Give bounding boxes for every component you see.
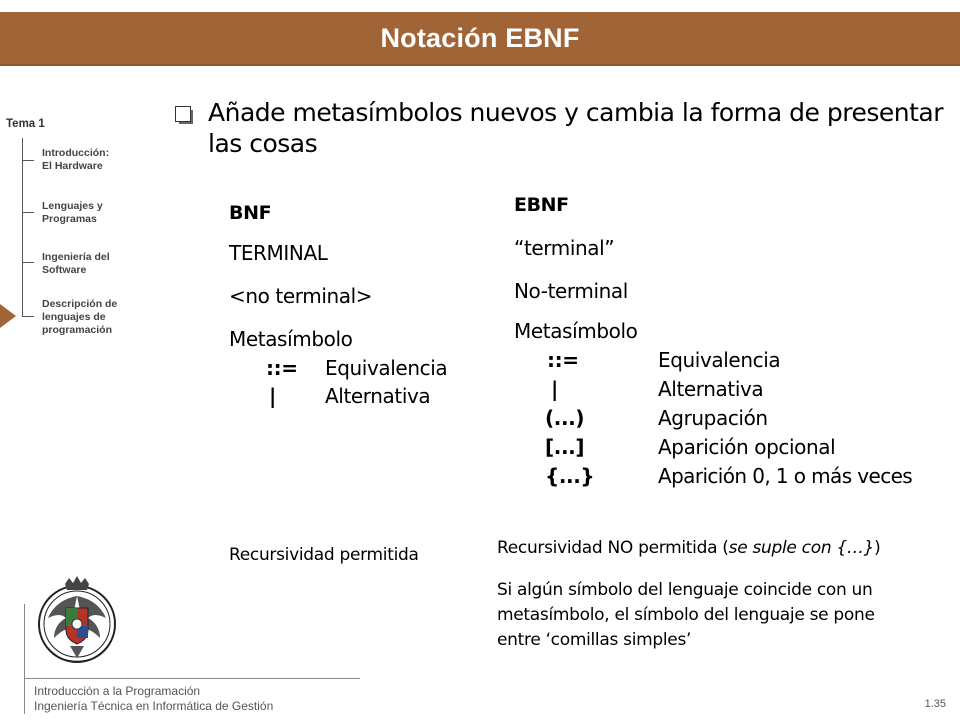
footer-vertical-line	[24, 604, 25, 714]
ebnf-symbol: {...}	[545, 464, 595, 488]
sidebar-item-line: Ingeniería del	[42, 251, 110, 263]
footer-horizontal-line	[24, 678, 360, 679]
main-heading	[208, 97, 948, 159]
main-heading-line: Añade metasímbolos nuevos y cambia la forma de presentar	[208, 98, 943, 127]
ebnf-nonterminal: No-terminal	[514, 279, 628, 303]
sidebar-item-line: lenguajes de	[42, 311, 106, 323]
sidebar-item-line: programación	[42, 324, 113, 336]
ebnf-terminal: “terminal”	[514, 236, 615, 260]
sidebar-item-descripcion[interactable]	[42, 298, 134, 337]
ebnf-symbol-meaning: Alternativa	[658, 377, 764, 401]
sidebar-tick	[22, 262, 34, 263]
bnf-symbol: |	[269, 384, 276, 408]
university-crest-icon	[36, 574, 118, 672]
ebnf-title: EBNF	[514, 194, 569, 216]
sidebar-item-line: El Hardware	[42, 160, 103, 172]
sidebar-item-ingenieria[interactable]	[42, 251, 134, 277]
ebnf-symbol: (...)	[545, 406, 585, 430]
checkbox-bullet-icon	[175, 106, 191, 122]
ebnf-meta-heading: Metasímbolo	[514, 319, 638, 343]
sidebar-tick	[22, 212, 34, 213]
ebnf-symbol: [...]	[545, 435, 585, 459]
footer-course: Introducción a la Programación	[34, 684, 201, 698]
sidebar-item-line: Introducción:	[42, 147, 110, 159]
title-underline	[0, 64, 960, 66]
ebnf-note-line: Si algún símbolo del lenguaje coincide con un	[497, 580, 873, 600]
ebnf-symbol-meaning: Aparición opcional	[658, 435, 836, 459]
bnf-symbol: ::=	[266, 356, 298, 380]
ebnf-recursion-prefix: Recursividad NO permitida (	[497, 538, 729, 558]
ebnf-symbol-meaning: Aparición 0, 1 o más veces	[658, 464, 913, 488]
bnf-symbol-meaning: Alternativa	[325, 384, 431, 408]
ebnf-symbol-meaning: Agrupación	[658, 406, 768, 430]
ebnf-recursion-suffix: )	[874, 538, 881, 558]
bnf-recursion: Recursividad permitida	[229, 545, 419, 565]
ebnf-symbol: |	[551, 377, 558, 401]
main-heading-line: las cosas	[208, 129, 318, 158]
ebnf-symbol-meaning: Equivalencia	[658, 348, 781, 372]
page-number: 1.35	[924, 698, 946, 710]
bnf-meta-heading: Metasímbolo	[229, 327, 353, 351]
sidebar-item-line: Lenguajes y	[42, 200, 103, 212]
sidebar-item-lenguajes[interactable]	[42, 200, 134, 226]
sidebar-connector-line	[22, 138, 23, 316]
ebnf-note	[497, 578, 947, 653]
bnf-symbol-meaning: Equivalencia	[325, 356, 448, 380]
bnf-nonterminal: <no terminal>	[229, 284, 373, 308]
ebnf-recursion	[497, 538, 947, 558]
sidebar-tick	[22, 160, 34, 161]
sidebar-item-line: Software	[42, 264, 87, 276]
sidebar-item-line: Programas	[42, 213, 97, 225]
footer-degree: Ingeniería Técnica en Informática de Gestión	[34, 699, 274, 713]
ebnf-note-line: metasímbolo, el símbolo del lenguaje se pone	[497, 605, 875, 625]
slide-title: Notación EBNF	[380, 23, 580, 53]
bnf-title: BNF	[229, 202, 272, 224]
sidebar-item-line: Descripción de	[42, 298, 118, 310]
sidebar-tick	[22, 316, 34, 317]
ebnf-note-line: entre ‘comillas simples’	[497, 630, 692, 650]
sidebar-heading: Tema 1	[6, 118, 45, 130]
ebnf-recursion-italic: se suple con {…}	[728, 538, 875, 558]
sidebar-item-hardware[interactable]	[42, 147, 134, 173]
active-item-marker-icon	[0, 304, 16, 328]
bnf-terminal: TERMINAL	[229, 241, 328, 265]
ebnf-symbol: ::=	[547, 348, 579, 372]
